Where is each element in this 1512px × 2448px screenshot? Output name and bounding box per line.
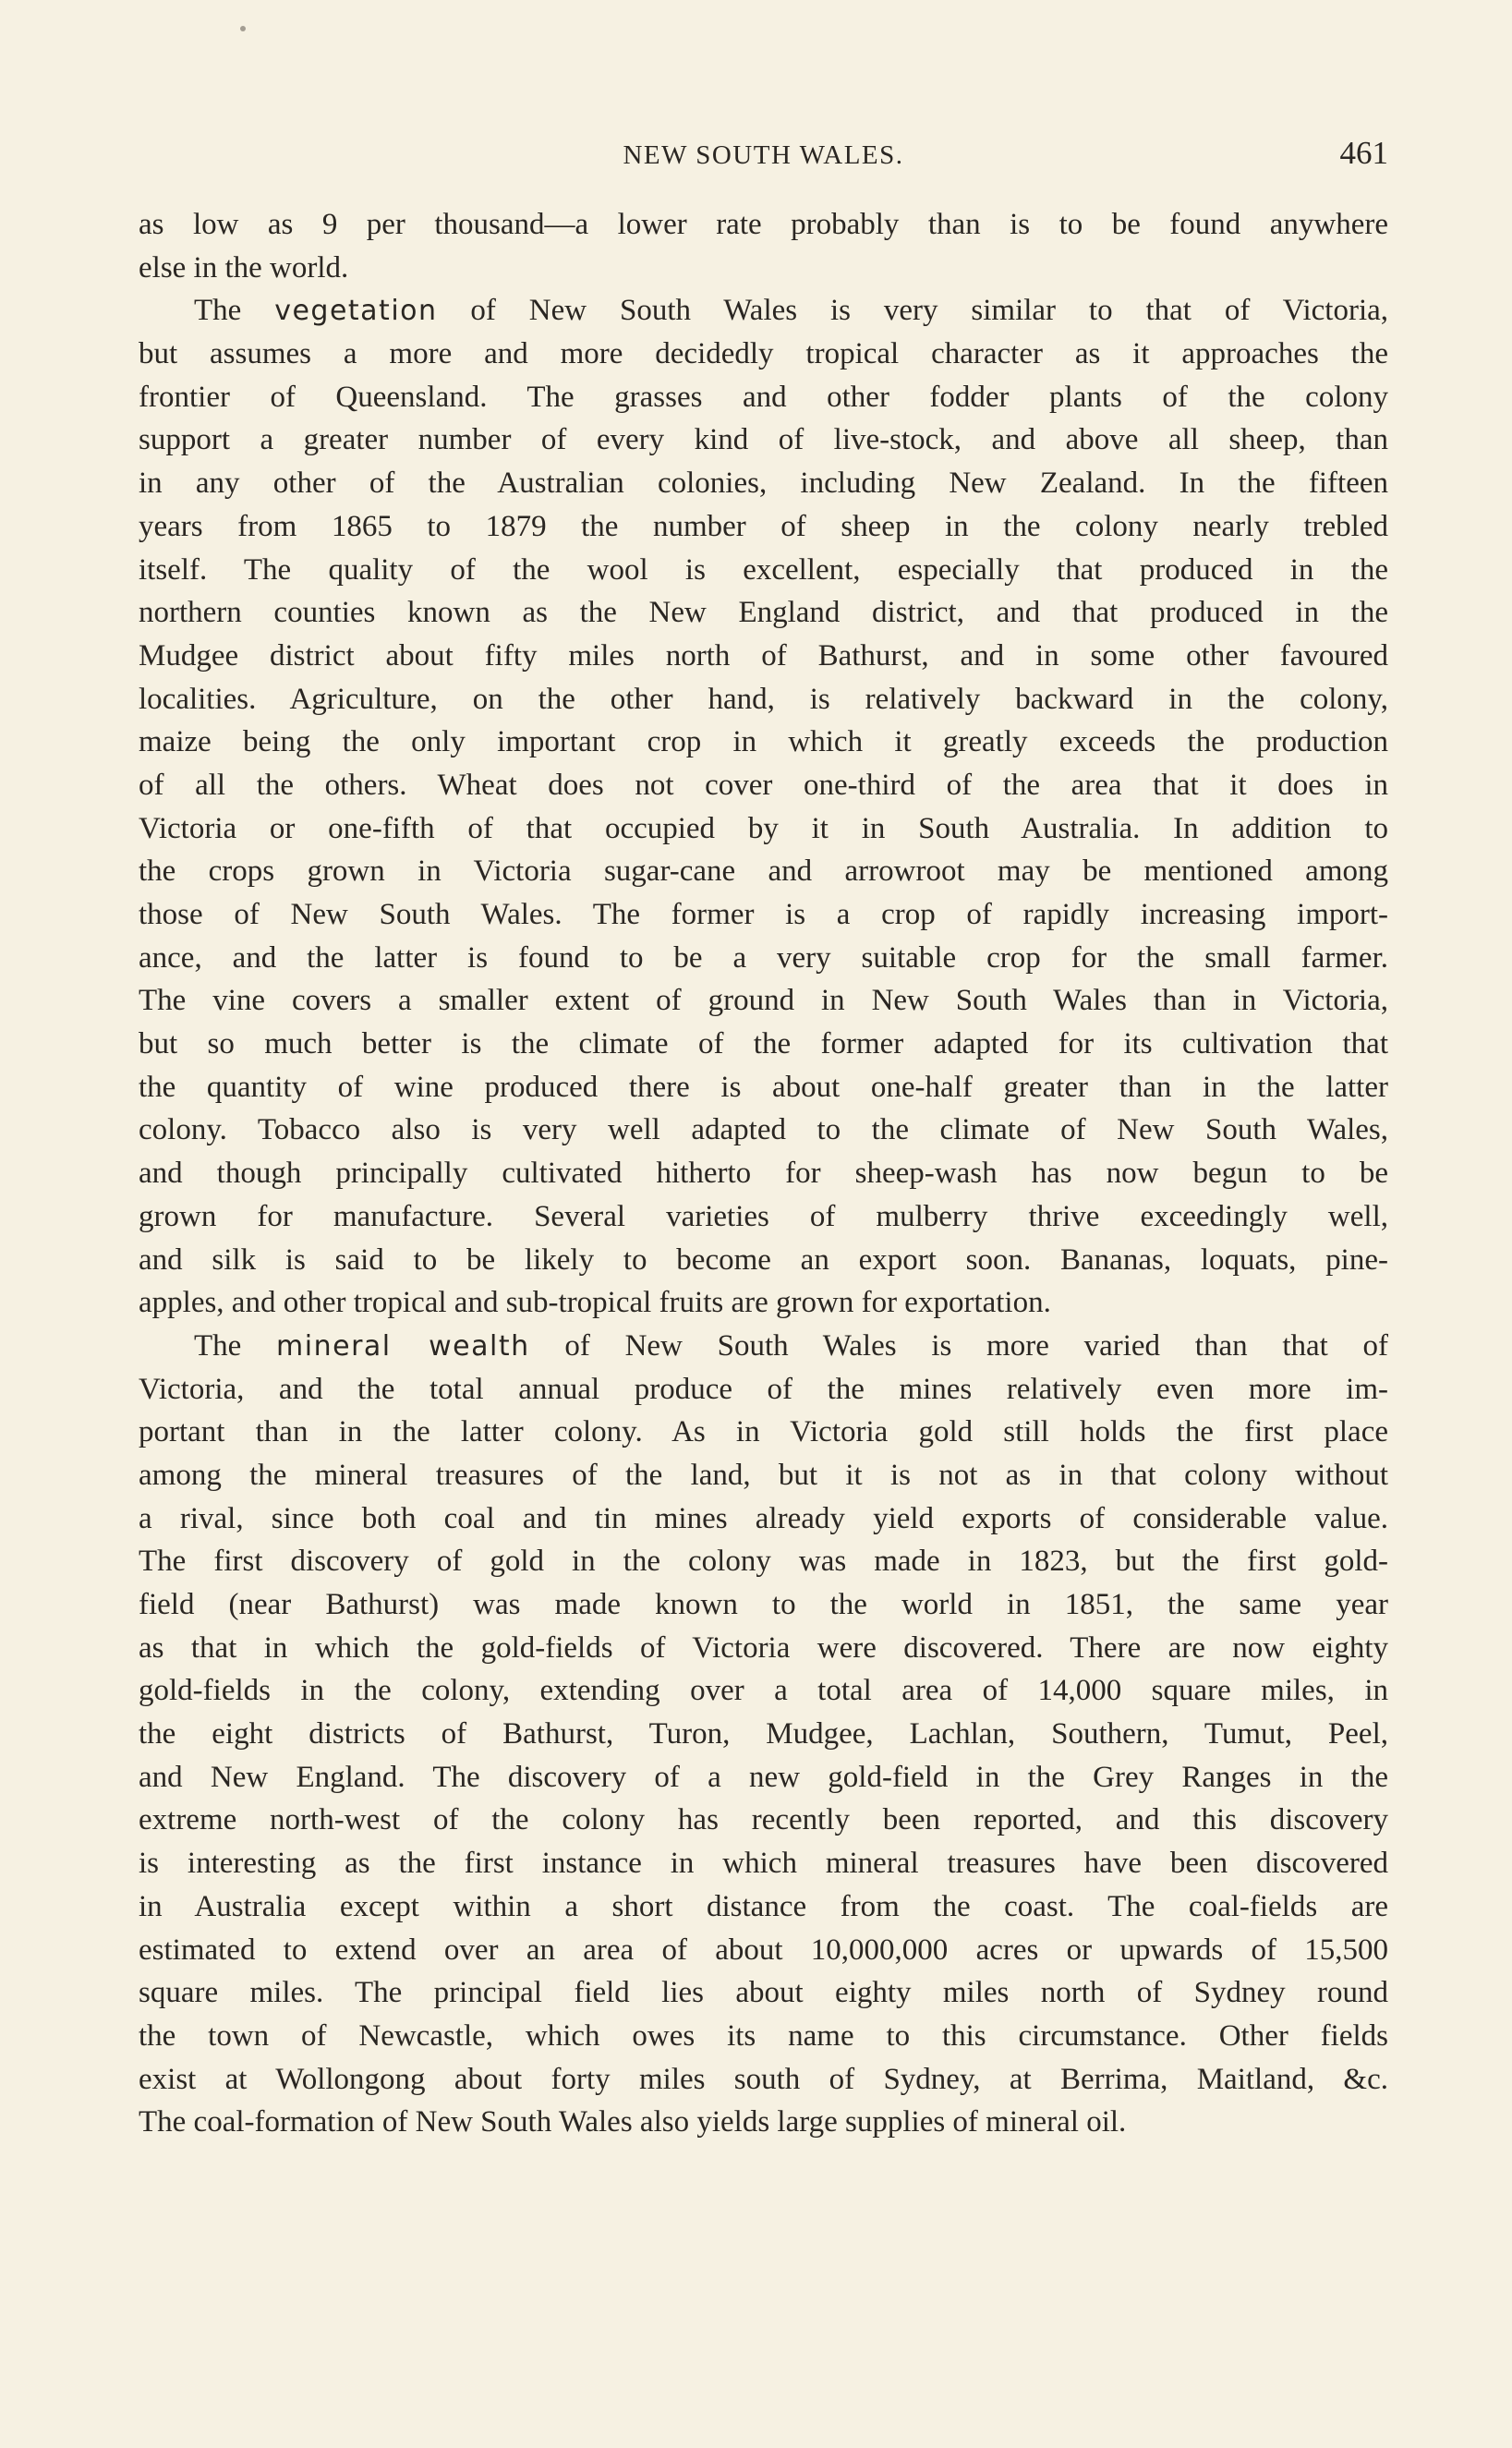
text-line: in any other of the Australian colonies, including New Zealand. In the fifteen [139,467,1388,501]
text-line: Victoria or one-fifth of that occupied by it in South Australia. In addition to [139,811,1388,845]
text-line: those of New South Wales. The former is a crop of rapidly increasing import- [139,898,1388,931]
text-line: the eight districts of Bathurst, Turon, Mudgee, Lachlan, Southern, Tumut, Peel, [139,1717,1388,1751]
text-line: extreme north-west of the colony has recently been reported, and this discovery [139,1803,1388,1837]
text-line: but so much better is the climate of the former adapted for its cultivation that [139,1027,1388,1061]
text-line: The coal-formation of New South Wales also yields large supplies of mineral oil. [139,2105,1127,2139]
text-line: of all the others. Wheat does not cover one-third of the area that it does in [139,768,1388,802]
text-line: localities. Agriculture, on the other hand, is relatively backward in the colony, [139,682,1388,716]
page-number: 461 [1339,135,1388,171]
text-line: years from 1865 to 1879 the number of sheep in the colony nearly trebled [139,509,1388,543]
text-line: maize being the only important crop in which it greatly exceeds the production [139,725,1388,759]
body-text [139,203,1388,2144]
text-segment: of New South Wales is more varied than that of [564,1328,1389,1363]
text-line: The vine covers a smaller extent of ground in New South Wales than in Victoria, [139,984,1388,1018]
text-line: support a greater number of every kind of live-stock, and above all sheep, than [139,423,1388,457]
text-line: square miles. The principal field lies about eighty miles north of Sydney round [139,1976,1388,2010]
text-line: portant than in the latter colony. As in Victoria gold still holds the first place [139,1415,1388,1449]
text-segment: of New South Wales is very similar to that of Victoria, [470,294,1389,328]
text-line: grown for manufacture. Several varieties of mulberry thrive exceedingly well, [139,1199,1388,1233]
text-segment: The [194,1328,242,1363]
text-line: apples, and other tropical and sub-tropical fruits are grown for exportation. [139,1286,1051,1320]
text-line: as low as 9 per thousand—a lower rate probably than is to be found anywhere [139,208,1388,241]
text-line: itself. The quality of the wool is excellent, especially that produced in the [139,552,1388,587]
text-line: a rival, since both coal and tin mines already yield exports of considerable value. [139,1501,1388,1535]
text-line: field (near Bathurst) was made known to the world in 1851, the same year [139,1588,1388,1621]
text-line: Mudgee district about fifty miles north of Bathurst, and in some other favoured [139,638,1388,673]
text-line: is interesting as the first instance in which mineral treasures have been discovered [139,1847,1388,1881]
text-line: frontier of Queensland. The grasses and other fodder plants of the colony [139,380,1388,414]
text-line: among the mineral treasures of the land, but it is not as in that colony without [139,1458,1388,1492]
text-line: the town of Newcastle, which owes its name to this circumstance. Other fields [139,2018,1388,2053]
text-line: and silk is said to be likely to become an export soon. Bananas, loquats, pine- [139,1242,1388,1277]
paper-speck [240,26,246,31]
text-line: The first discovery of gold in the colony was made in 1823, but the first gold- [139,1545,1388,1579]
text-line: the quantity of wine produced there is about one-half greater than in the latter [139,1070,1388,1104]
text-line: and New England. The discovery of a new gold-field in the Grey Ranges in the [139,1760,1388,1794]
keyterm-vegetation: vegetation [274,295,438,328]
text-line: the crops grown in Victoria sugar-cane and arrowroot may be mentioned among [139,854,1388,889]
text-line: but assumes a more and more decidedly tropical character as it approaches the [139,337,1388,371]
keyterm-mineral-wealth: mineral wealth [276,1329,530,1363]
text-line: in Australia except within a short distance from the coast. The coal-fields are [139,1889,1388,1923]
text-line: and though principally cultivated hitherto for sheep-wash has now begun to be [139,1157,1388,1191]
paragraph-start-mineral [139,1325,1388,1368]
text-line: ance, and the latter is found to be a very suitable crop for the small farmer. [139,940,1388,975]
text-line: estimated to extend over an area of about 10,000,000 acres or upwards of 15,500 [139,1933,1388,1967]
text-line: else in the world. [139,250,349,285]
text-line: exist at Wollongong about forty miles south of Sydney, at Berrima, Maitland, &c. [139,2062,1388,2096]
running-head [139,129,1388,185]
text-line: gold-fields in the colony, extending over a total area of 14,000 square miles, in [139,1674,1388,1708]
text-line: northern counties known as the New England district, and that produced in the [139,596,1388,630]
paragraph-start-vegetation [139,289,1388,333]
text-line: Victoria, and the total annual produce of the mines relatively even more im- [139,1372,1388,1406]
text-line: as that in which the gold-fields of Victoria were discovered. There are now eighty [139,1630,1388,1665]
text-line: colony. Tobacco also is very well adapted to the climate of New South Wales, [139,1113,1388,1147]
text-segment: The [194,294,242,328]
running-title: NEW SOUTH WALES. [623,140,904,170]
